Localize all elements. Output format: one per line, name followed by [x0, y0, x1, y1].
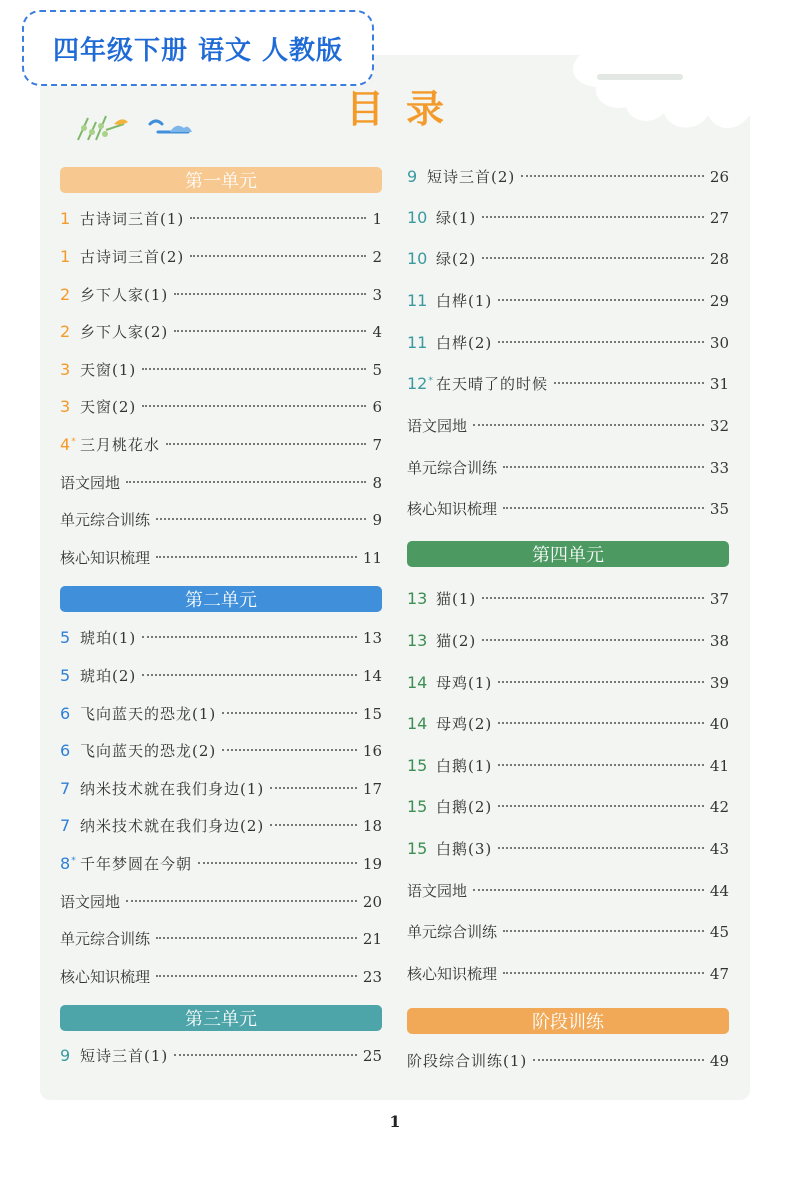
toc-entry[interactable]: [407, 290, 729, 316]
leader-dots: [498, 299, 704, 301]
page-number: 11: [362, 549, 382, 567]
leader-dots: [156, 556, 357, 558]
lesson-number: 14: [407, 673, 428, 692]
toc-entry[interactable]: [407, 248, 729, 274]
section-header-stage-training: 阶段训练: [407, 1008, 729, 1034]
lesson-title: 纳米技术就在我们身边(1): [80, 780, 265, 798]
page-number: 16: [362, 742, 382, 760]
footer-page-number: 1: [389, 1112, 401, 1131]
section-title: 单元综合训练: [60, 511, 151, 529]
lesson-title: 乡下人家(2): [80, 323, 169, 341]
toc-entry[interactable]: [407, 672, 729, 698]
lesson-number: 3: [60, 360, 71, 379]
lesson-title: 绿(1): [436, 209, 477, 227]
page-number: 25: [362, 1047, 382, 1065]
page-number: 49: [709, 1052, 729, 1070]
leader-dots: [482, 639, 704, 641]
page-number: 39: [709, 674, 729, 692]
lesson-number: [407, 374, 436, 393]
leader-dots: [174, 1054, 357, 1056]
lesson-number: 10: [407, 208, 428, 227]
section-title: 单元综合训练: [60, 930, 151, 948]
leader-dots: [482, 597, 704, 599]
leader-dots: [473, 424, 704, 426]
toc-entry[interactable]: [407, 373, 729, 399]
leader-dots: [142, 405, 366, 407]
leader-dots: [503, 930, 704, 932]
toc-entry[interactable]: [407, 332, 729, 358]
lesson-title: 纳米技术就在我们身边(2): [80, 817, 265, 835]
leader-dots: [126, 900, 357, 902]
page-number: 37: [709, 590, 729, 608]
page-number: 31: [709, 375, 729, 393]
leader-dots: [521, 175, 704, 177]
page-number: 21: [362, 930, 382, 948]
leader-dots: [156, 518, 366, 520]
section-title: 核心知识梳理: [407, 500, 498, 518]
leader-dots: [503, 972, 704, 974]
lesson-number: 7: [60, 816, 71, 835]
toc-entry[interactable]: [60, 509, 382, 535]
section-title: 阶段综合训练(1): [407, 1052, 528, 1070]
lesson-number-value: 12: [407, 374, 428, 393]
lesson-title: 古诗词三首(2): [80, 248, 185, 266]
lesson-title: 白鹅(3): [436, 840, 493, 858]
leader-dots: [473, 889, 704, 891]
lesson-number: 10: [407, 249, 428, 268]
lesson-title: 白鹅(2): [436, 798, 493, 816]
toc-entry[interactable]: [60, 815, 382, 841]
toc-entry[interactable]: [407, 207, 729, 233]
lesson-title: 白桦(1): [436, 292, 493, 310]
section-title: 语文园地: [60, 893, 121, 911]
lesson-number: 2: [60, 285, 71, 304]
page-number: 47: [709, 965, 729, 983]
page-number: 3: [372, 286, 382, 304]
page-number: 45: [709, 923, 729, 941]
leader-dots: [498, 805, 704, 807]
section-title: 语文园地: [407, 417, 468, 435]
toc-entry[interactable]: [407, 630, 729, 656]
toc-entry[interactable]: [60, 396, 382, 422]
lesson-number: 7: [60, 779, 71, 798]
lesson-number: 1: [60, 209, 71, 228]
section-title: 单元综合训练: [407, 459, 498, 477]
section-header-unit1: 第一单元: [60, 167, 382, 193]
leader-dots: [533, 1059, 704, 1061]
lesson-title: 乡下人家(1): [80, 286, 169, 304]
leader-dots: [498, 722, 704, 724]
page-number: 41: [709, 757, 729, 775]
lesson-title: 短诗三首(2): [427, 168, 516, 186]
toc-entry[interactable]: [60, 208, 382, 234]
toc-entry[interactable]: [60, 547, 382, 573]
toc-entry[interactable]: [60, 321, 382, 347]
lesson-number: 6: [60, 741, 71, 760]
leader-dots: [498, 681, 704, 683]
toc-entry[interactable]: [60, 966, 382, 992]
lesson-title: 猫(1): [436, 590, 477, 608]
toc-entry[interactable]: [407, 166, 729, 192]
leader-dots: [156, 975, 357, 977]
lesson-number: 11: [407, 291, 428, 310]
leader-dots: [174, 330, 366, 332]
lesson-number: 15: [407, 797, 428, 816]
toc-entry[interactable]: [60, 472, 382, 498]
leader-dots: [498, 341, 704, 343]
section-header-unit4: 第四单元: [407, 541, 729, 567]
lesson-number: 3: [60, 397, 71, 416]
leader-dots: [190, 217, 366, 219]
page-number: 29: [709, 292, 729, 310]
leader-dots: [142, 674, 357, 676]
page-number: 13: [362, 629, 382, 647]
toc-entry[interactable]: [407, 498, 729, 524]
section-title: 语文园地: [60, 474, 121, 492]
toc-entry[interactable]: [407, 880, 729, 906]
toc-entry[interactable]: [407, 838, 729, 864]
toc-entry[interactable]: [60, 928, 382, 954]
page-number: 14: [362, 667, 382, 685]
page-number: 7: [372, 436, 382, 454]
section-title: 语文园地: [407, 882, 468, 900]
lesson-number: 14: [407, 714, 428, 733]
page-number: 20: [362, 893, 382, 911]
leader-dots: [222, 712, 357, 714]
optional-lesson-marker: *: [71, 436, 76, 447]
optional-lesson-marker: *: [71, 855, 76, 866]
page-number: 27: [709, 209, 729, 227]
leader-dots: [190, 255, 366, 257]
toc-entry[interactable]: [60, 359, 382, 385]
lesson-number-value: 8: [60, 854, 71, 873]
lesson-title: 古诗词三首(1): [80, 210, 185, 228]
lesson-number: 5: [60, 628, 71, 647]
page-number: 2: [372, 248, 382, 266]
lesson-number: 1: [60, 247, 71, 266]
lesson-title: 母鸡(2): [436, 715, 493, 733]
toc-entry[interactable]: [407, 921, 729, 947]
leader-dots: [270, 824, 357, 826]
section-title: 核心知识梳理: [60, 968, 151, 986]
optional-lesson-marker: *: [428, 375, 433, 386]
toc-entry[interactable]: [407, 415, 729, 441]
leader-dots: [126, 481, 366, 483]
page-number: 5: [372, 361, 382, 379]
section-title: 核心知识梳理: [60, 549, 151, 567]
lesson-title: 飞向蓝天的恐龙(1): [80, 705, 217, 723]
lesson-number: 9: [60, 1046, 71, 1065]
page-number: 43: [709, 840, 729, 858]
page-number: 30: [709, 334, 729, 352]
toc-entry[interactable]: [60, 627, 382, 653]
leader-dots: [482, 257, 704, 259]
page-number: 19: [362, 855, 382, 873]
page-number: 35: [709, 500, 729, 518]
section-header-unit3: 第三单元: [60, 1005, 382, 1031]
toc-entry[interactable]: [60, 1045, 382, 1071]
page-number: 38: [709, 632, 729, 650]
page-number: 26: [709, 168, 729, 186]
lesson-number: [60, 435, 80, 454]
page-number: 9: [372, 511, 382, 529]
lesson-number: 11: [407, 333, 428, 352]
lesson-number: 9: [407, 167, 418, 186]
page-number: 42: [709, 798, 729, 816]
leader-dots: [166, 443, 366, 445]
toc-entry[interactable]: [60, 665, 382, 691]
leader-dots: [142, 368, 366, 370]
page-number: 32: [709, 417, 729, 435]
toc-entry[interactable]: [60, 284, 382, 310]
leader-dots: [198, 862, 357, 864]
lesson-title: 天窗(2): [80, 398, 137, 416]
toc-entry[interactable]: [60, 891, 382, 917]
leader-dots: [498, 764, 704, 766]
lesson-number: 2: [60, 322, 71, 341]
toc-entry[interactable]: [60, 703, 382, 729]
lesson-number: [60, 854, 80, 873]
leader-dots: [498, 847, 704, 849]
section-title: 单元综合训练: [407, 923, 498, 941]
lesson-title: 琥珀(2): [80, 667, 137, 685]
toc-entry[interactable]: [60, 853, 382, 879]
badge-text: 四年级下册 语文 人教版: [52, 35, 344, 66]
lesson-number: 13: [407, 631, 428, 650]
leader-dots: [174, 293, 366, 295]
lesson-title: 母鸡(1): [436, 674, 493, 692]
leader-dots: [142, 636, 357, 638]
lesson-title: 三月桃花水: [80, 436, 161, 454]
grade-subject-badge: [22, 10, 374, 86]
lesson-title: 绿(2): [436, 250, 477, 268]
lesson-title: 白桦(2): [436, 334, 493, 352]
page-title: 目录: [345, 87, 466, 131]
leader-dots: [156, 937, 357, 939]
lesson-number: 6: [60, 704, 71, 723]
page-number: 23: [362, 968, 382, 986]
page-number: 44: [709, 882, 729, 900]
toc-entry[interactable]: [407, 588, 729, 614]
toc-entry[interactable]: [60, 246, 382, 272]
lesson-title: 在天晴了的时候: [436, 375, 549, 393]
leader-dots: [222, 749, 357, 751]
leader-dots: [503, 466, 704, 468]
page-number: 8: [372, 474, 382, 492]
lesson-number: 13: [407, 589, 428, 608]
page-number: 40: [709, 715, 729, 733]
toc-entry[interactable]: [60, 778, 382, 804]
lesson-title: 短诗三首(1): [80, 1047, 169, 1065]
toc-entry[interactable]: [407, 755, 729, 781]
section-title: 核心知识梳理: [407, 965, 498, 983]
lesson-title: 飞向蓝天的恐龙(2): [80, 742, 217, 760]
lesson-title: 猫(2): [436, 632, 477, 650]
page-number: 1: [372, 210, 382, 228]
leader-dots: [554, 382, 704, 384]
lesson-number: 5: [60, 666, 71, 685]
lesson-title: 琥珀(1): [80, 629, 137, 647]
toc-entry[interactable]: [60, 434, 382, 460]
section-header-unit2: 第二单元: [60, 586, 382, 612]
page-number: 28: [709, 250, 729, 268]
page-number: 15: [362, 705, 382, 723]
lesson-number-value: 4: [60, 435, 71, 454]
toc-entry[interactable]: [407, 963, 729, 989]
lesson-number: 15: [407, 839, 428, 858]
lesson-number: 15: [407, 756, 428, 775]
lesson-title: 天窗(1): [80, 361, 137, 379]
toc-entry[interactable]: [407, 457, 729, 483]
toc-entry[interactable]: [407, 713, 729, 739]
toc-entry[interactable]: [60, 740, 382, 766]
page-number: 18: [362, 817, 382, 835]
leader-dots: [503, 507, 704, 509]
lesson-title: 千年梦圆在今朝: [80, 855, 193, 873]
lesson-title: 白鹅(1): [436, 757, 493, 775]
page-number: 4: [372, 323, 382, 341]
page-number: 6: [372, 398, 382, 416]
page-number: 33: [709, 459, 729, 477]
leader-dots: [270, 787, 357, 789]
toc-entry[interactable]: [407, 1050, 729, 1076]
toc-entry[interactable]: [407, 796, 729, 822]
page-number: 17: [362, 780, 382, 798]
leader-dots: [482, 216, 704, 218]
